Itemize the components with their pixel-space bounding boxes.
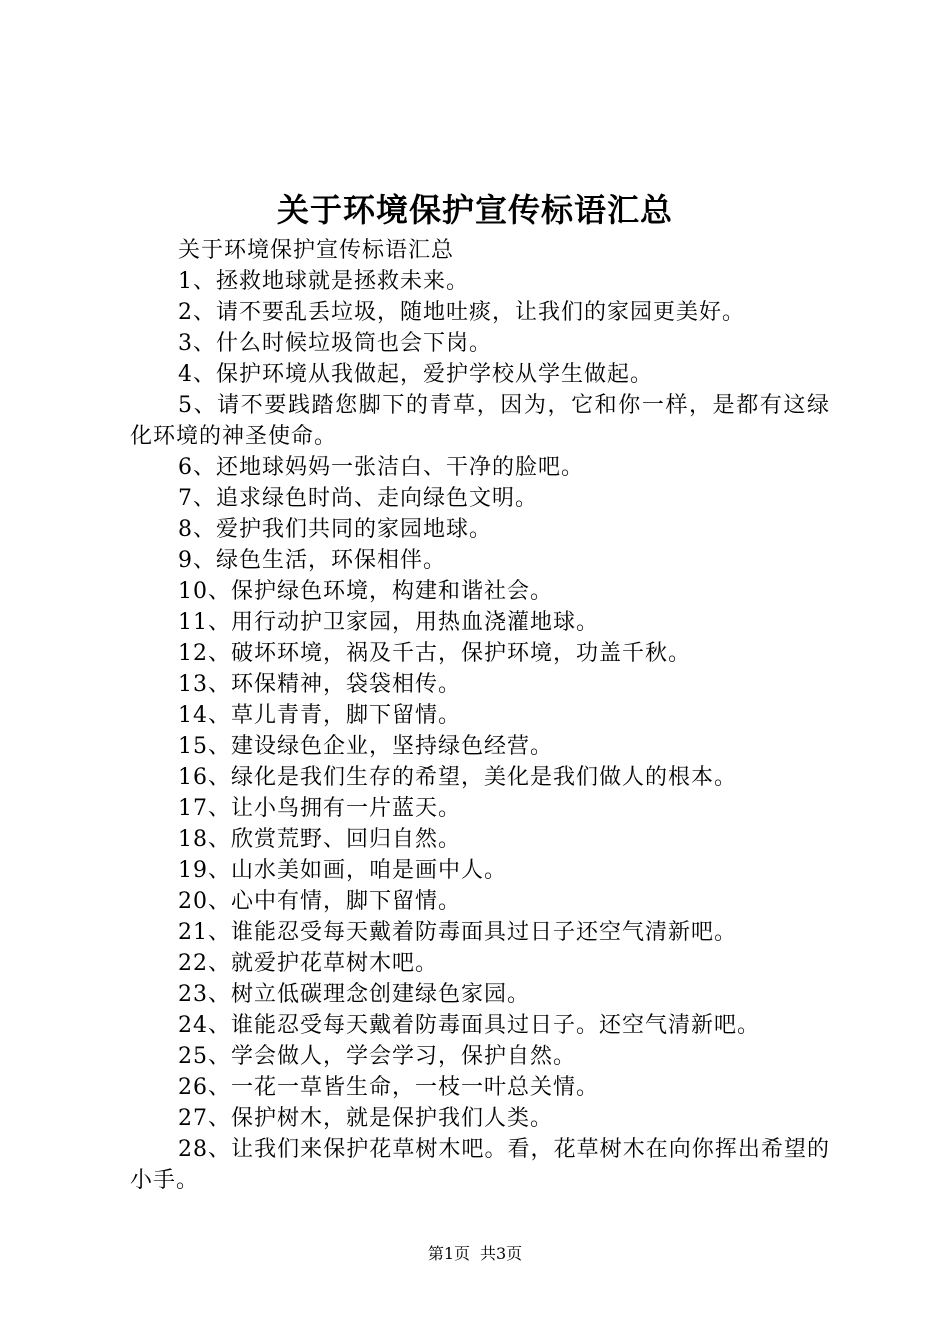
- document-title: 关于环境保护宣传标语汇总: [276, 191, 673, 229]
- slogan-item: 2、请不要乱丢垃圾，随地吐痰，让我们的家园更美好。: [178, 300, 745, 325]
- slogan-item: 6、还地球妈妈一张洁白、干净的脸吧。: [178, 455, 584, 480]
- slogan-item: 12、破坏环境，祸及千古，保护环境，功盖千秋。: [178, 641, 691, 666]
- slogan-item: 5、请不要践踏您脚下的青草，因为，它和你一样，是都有这绿化环境的神圣使命。: [130, 393, 830, 449]
- slogan-item: 8、爱护我们共同的家园地球。: [178, 517, 492, 542]
- slogan-item: 10、保护绿色环境，构建和谐社会。: [178, 579, 553, 604]
- document-body: [130, 235, 830, 1196]
- slogan-item: 22、就爱护花草树木吧。: [178, 951, 438, 976]
- page-number: 第1页: [427, 1244, 470, 1263]
- slogan-item: 16、绿化是我们生存的希望，美化是我们做人的根本。: [178, 765, 737, 790]
- slogan-item: 4、保护环境从我做起，爱护学校从学生做起。: [178, 362, 653, 387]
- slogan-item: 19、山水美如画，咱是画中人。: [178, 858, 507, 883]
- slogan-item: 7、追求绿色时尚、走向绿色文明。: [178, 486, 538, 511]
- slogan-item: 15、建设绿色企业，坚持绿色经营。: [178, 734, 553, 759]
- page-total: 共3页: [480, 1244, 523, 1263]
- slogan-item: 3、什么时候垃圾筒也会下岗。: [178, 331, 492, 356]
- slogan-item: 18、欣赏荒野、回归自然。: [178, 827, 461, 852]
- slogan-item: 27、保护树木，就是保护我们人类。: [178, 1106, 553, 1131]
- slogan-item: 24、谁能忍受每天戴着防毒面具过日子。还空气清新吧。: [178, 1013, 760, 1038]
- slogan-item: 23、树立低碳理念创建绿色家园。: [178, 982, 530, 1007]
- paragraph: 关于环境保护宣传标语汇总: [178, 238, 455, 263]
- slogan-item: 17、让小鸟拥有一片蓝天。: [178, 796, 461, 821]
- slogan-item: 25、学会做人，学会学习，保护自然。: [178, 1044, 576, 1069]
- slogan-item: 9、绿色生活，环保相伴。: [178, 548, 446, 573]
- slogan-item: 11、用行动护卫家园，用热血浇灌地球。: [178, 610, 599, 635]
- slogan-item: 20、心中有情，脚下留情。: [178, 889, 461, 914]
- slogan-item: 26、一花一草皆生命，一枝一叶总关情。: [178, 1075, 599, 1100]
- slogan-item: 1、拯救地球就是拯救未来。: [178, 269, 469, 294]
- page-footer: [0, 1242, 950, 1266]
- slogan-item: 13、环保精神，袋袋相传。: [178, 672, 461, 697]
- slogan-item: 14、草儿青青，脚下留情。: [178, 703, 461, 728]
- slogan-item: 21、谁能忍受每天戴着防毒面具过日子还空气清新吧。: [178, 920, 737, 945]
- slogan-item: 28、让我们来保护花草树木吧。看，花草树木在向你挥出希望的小手。: [130, 1137, 830, 1193]
